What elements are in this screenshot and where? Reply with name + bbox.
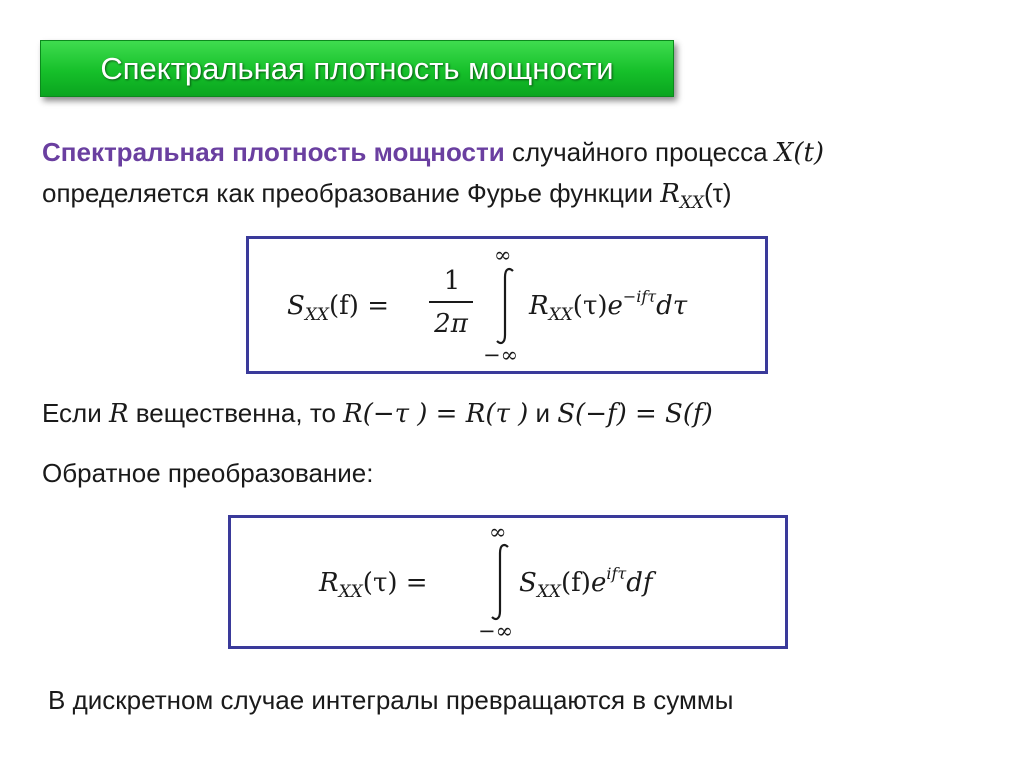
formula2-lhs-symbol: R bbox=[319, 568, 339, 598]
formula2-integrand-subscript: XX bbox=[536, 582, 562, 602]
title-banner bbox=[40, 40, 674, 97]
symmetry-conj: и bbox=[528, 398, 558, 428]
formula2-integrand bbox=[519, 564, 653, 602]
highlighted-term: Спектральная плотность мощности bbox=[42, 137, 505, 167]
formula2-lhs-arg: (τ) = bbox=[362, 568, 428, 598]
intro-line-1 bbox=[42, 139, 824, 166]
symmetry-line bbox=[42, 400, 713, 427]
formula2-integrand-arg: (f) bbox=[561, 568, 591, 598]
integral-icon bbox=[495, 267, 517, 345]
formula1-frac-bar bbox=[429, 301, 473, 303]
func-subscript: XX bbox=[679, 193, 704, 213]
formula1-upper-limit: ∞ bbox=[494, 243, 512, 267]
formula2-differential: df bbox=[626, 568, 653, 598]
intro-line-2 bbox=[42, 178, 732, 213]
formula-box-forward bbox=[246, 236, 768, 374]
intro-line-2-text: определяется как преобразование Фурье функции bbox=[42, 178, 661, 208]
formula1-integrand-arg: (τ) bbox=[572, 291, 608, 321]
formula2-lower-limit: −∞ bbox=[478, 619, 514, 643]
formula2-exp-base: e bbox=[590, 568, 607, 598]
formula1-exp-base: e bbox=[607, 291, 623, 321]
integral-icon bbox=[490, 543, 512, 621]
formula1-frac-denominator: 2π bbox=[434, 309, 468, 339]
formula1-differential: dτ bbox=[656, 291, 688, 321]
formula1-lower-limit: −∞ bbox=[483, 343, 519, 367]
footer-note: В дискретном случае интегралы превращаются в суммы bbox=[48, 685, 734, 715]
formula2-exp-power: ifτ bbox=[606, 564, 627, 583]
formula2-lhs-subscript: XX bbox=[338, 582, 363, 602]
formula1-lhs-subscript: XX bbox=[304, 305, 330, 325]
symmetry-eq2: S(−f) = S(f) bbox=[557, 399, 713, 429]
formula-box-inverse bbox=[228, 515, 788, 649]
formula1-exp-power: −ifτ bbox=[622, 287, 657, 306]
symmetry-prefix: Если bbox=[42, 398, 109, 428]
inverse-label: Обратное преобразование: bbox=[42, 458, 374, 488]
symmetry-eq1: R(−τ ) = R(τ ) bbox=[343, 399, 529, 429]
slide-title: Спектральная плотность мощности bbox=[100, 50, 614, 86]
formula1-integrand-symbol: R bbox=[529, 291, 549, 321]
func-argument: (τ) bbox=[704, 178, 732, 208]
formula1-frac-numerator: 1 bbox=[443, 266, 461, 296]
formula1-integrand-subscript: XX bbox=[548, 305, 573, 325]
formula2-integrand-symbol: S bbox=[519, 568, 537, 598]
formula2-lhs bbox=[319, 568, 428, 602]
formula1-integrand bbox=[529, 287, 688, 325]
symmetry-middle: вещественна, то bbox=[128, 398, 344, 428]
func-symbol: R bbox=[660, 179, 680, 209]
formula1-lhs-arg: (f) = bbox=[329, 291, 389, 321]
formula1-lhs-symbol: S bbox=[287, 291, 305, 321]
symmetry-var: R bbox=[108, 399, 129, 429]
formula2-upper-limit: ∞ bbox=[489, 520, 507, 544]
intro-line-1-text: случайного процесса bbox=[504, 137, 775, 167]
process-variable: X(t) bbox=[774, 138, 825, 168]
formula1-lhs bbox=[287, 291, 389, 325]
